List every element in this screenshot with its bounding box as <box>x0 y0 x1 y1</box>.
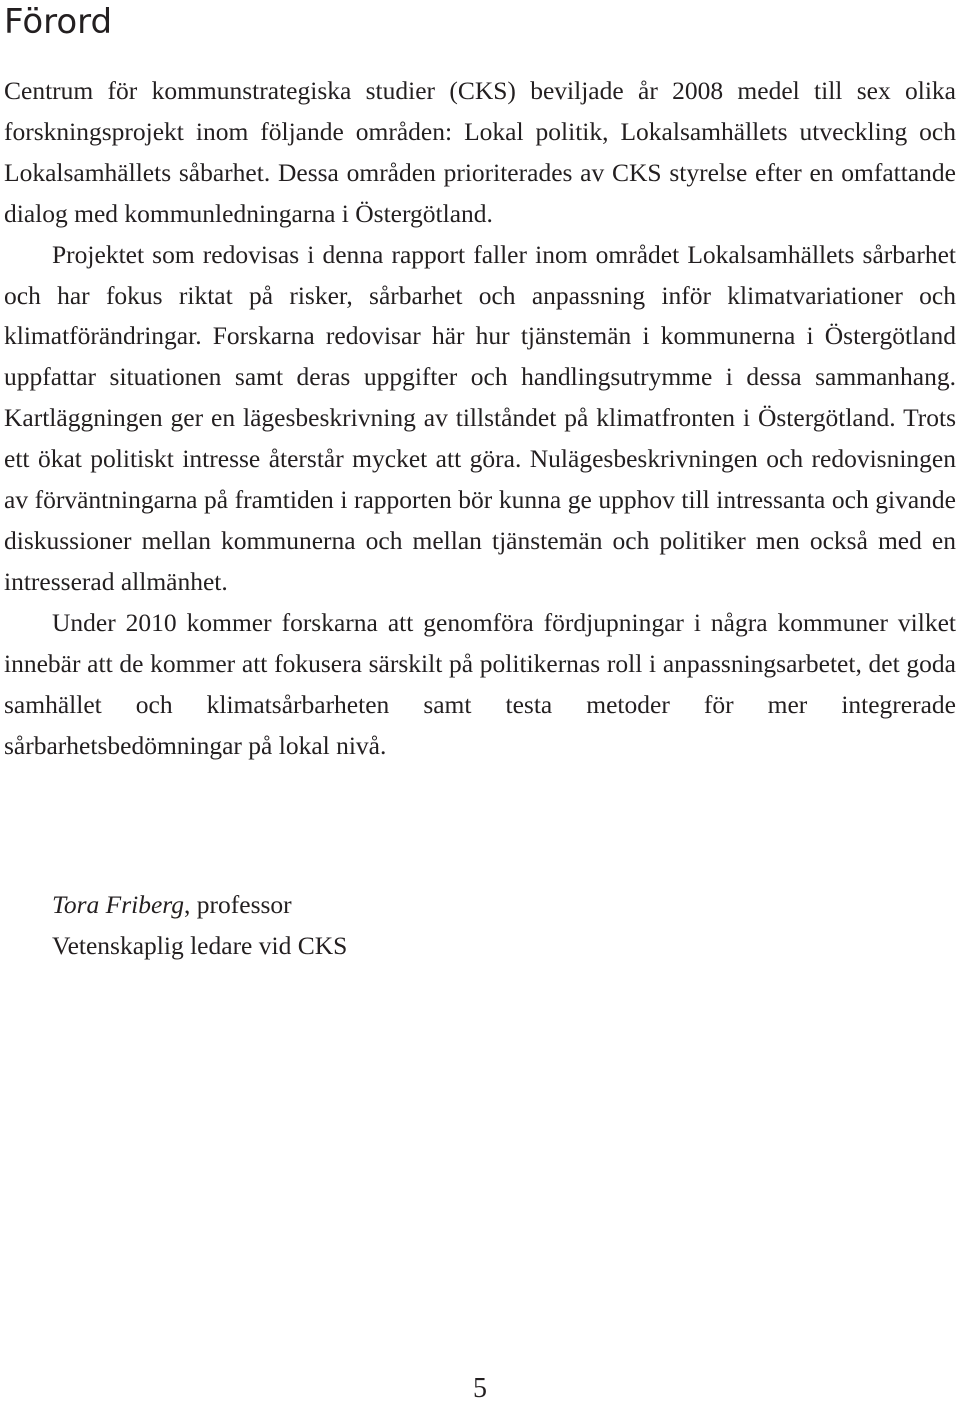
signatory-name: Tora Friberg <box>52 890 185 919</box>
paragraph-2: Projektet som redovisas i denna rapport faller inom området Lokalsamhällets sårbarhet och har fokus riktat på risker, sårbarhet och anpassning inför klimatvariationer och klimatförändringar. Forskarna redovisar här hur tjänstemän i kommunerna i Östergötland uppfattar situationen samt deras uppgifter och handlingsutrymme i dessa sammanhang. Kartläggningen ger en lägesbeskrivning av tillståndet på klimatfronten i Östergötland. Trots ett ökat politiskt intresse återstår mycket att göra. Nulägesbeskrivningen och redovisningen av förväntningarna på framtiden i rapporten bör kunna ge upphov till intressanta och givande diskussioner mellan kommunerna och mellan tjänstemän och politiker men också med en intresserad allmänhet. <box>4 239 956 596</box>
page-number: 5 <box>473 1373 487 1404</box>
foreword-body <box>4 71 956 766</box>
page-title: Förord <box>4 2 113 42</box>
signature-block <box>52 884 347 966</box>
paragraph-3: Under 2010 kommer forskarna att genomföra fördjupningar i några kommuner vilket innebär att de kommer att fokusera särskilt på politikernas roll i anpassningsarbetet, det goda samhället och klimatsårbarheten samt testa metoder för mer integrerade sårbarhetsbedömningar på lokal nivå. <box>4 607 956 760</box>
paragraph-1: Centrum för kommunstrategiska studier (CKS) beviljade år 2008 medel till sex olika forskningsprojekt inom följande områden: Lokal politik, Lokalsamhällets utveckling och Lokalsamhällets såbarhet. Dessa områden prioriterades av CKS styrelse efter en omfattande dialog med kommunledningarna i Östergötland. <box>4 76 956 228</box>
signatory-role: Vetenskaplig ledare vid CKS <box>52 931 348 960</box>
signatory-title: , professor <box>184 890 292 919</box>
signature-name-line <box>52 884 347 925</box>
